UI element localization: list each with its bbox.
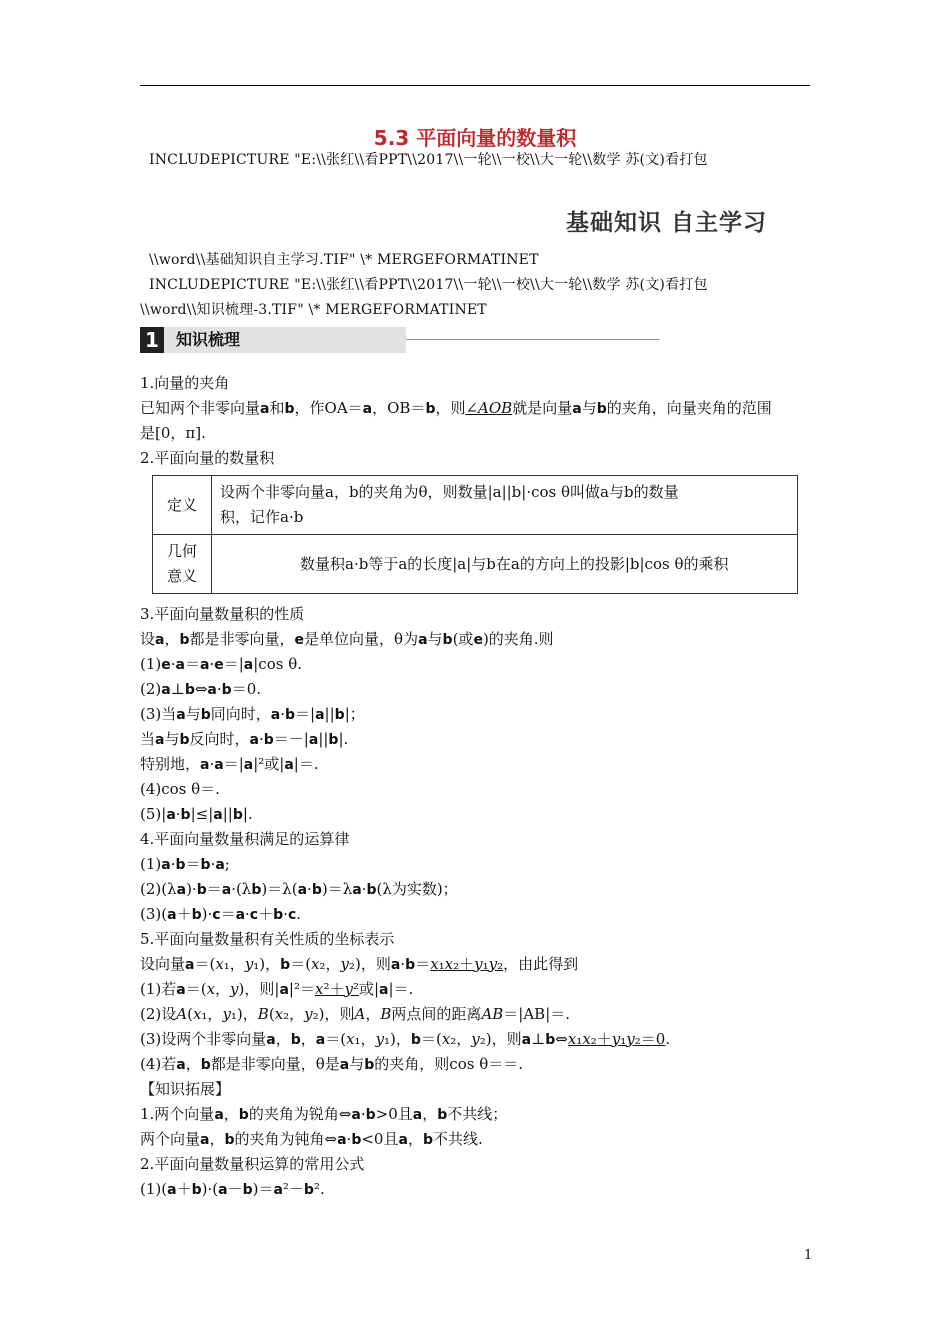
paragraph: (3)当a与b同向时，a·b＝|a||b|；: [140, 705, 365, 723]
cell-text: 设两个非零向量a，b的夹角为θ，则数量|a||b|·cos θ叫做a与b的数量: [220, 483, 679, 501]
paragraph: 当a与b反向时，a·b＝－|a||b|.: [140, 730, 349, 748]
paragraph: 设向量a＝(x₁，y₁)，b＝(x₂，y₂)，则a·b＝x₁x₂＋y₁y₂，由此得到: [140, 955, 579, 973]
table-cell: [212, 476, 798, 535]
section-1: [140, 371, 772, 471]
badge-divider: [406, 339, 660, 340]
paragraph: (1)a·b＝b·a;: [140, 855, 230, 873]
paragraph: 两个向量a，b的夹角为钝角⇔a·b<0且a，b不共线.: [140, 1130, 483, 1148]
paragraph: (3)设两个非零向量a，b，a＝(x₁，y₁)，b＝(x₂，y₂)，则a⊥b⇔x₁x₂＋y₁y₂＝0.: [140, 1030, 671, 1048]
paragraph: (1)e·a＝a·e＝|a|cos θ.: [140, 655, 302, 673]
paragraph: 设a，b都是非零向量，e是单位向量，θ为a与b(或e)的夹角.则: [140, 630, 554, 648]
paragraph: (3)(a＋b)·c＝a·c＋b·c.: [140, 905, 302, 923]
section-2: [140, 602, 670, 1202]
heading-properties: 3.平面向量数量积的性质: [140, 605, 305, 623]
knowledge-badge: [140, 327, 520, 353]
page-title: 5.3 平面向量的数量积: [373, 126, 577, 150]
include-line-4: \\word\\知识梳理-3.TIF" \* MERGEFORMATINET: [140, 302, 487, 318]
section-heading: 基础知识 自主学习: [566, 210, 768, 236]
paragraph: 1.两个向量a，b的夹角为锐角⇔a·b>0且a，b不共线；: [140, 1105, 508, 1123]
cell-text: 积，记作a·b: [220, 508, 304, 526]
table-row: [153, 476, 798, 535]
include-line-2: \\word\\基础知识自主学习.TIF" \* MERGEFORMATINET: [149, 252, 539, 268]
heading-dot-product: 2.平面向量的数量积: [140, 449, 275, 467]
table-row: [153, 535, 798, 594]
definition-table: [152, 475, 798, 594]
badge-label: 知识梳理: [164, 327, 406, 353]
table-cell: 定义: [153, 476, 212, 535]
paragraph: (2)a⊥b⇔a·b＝0.: [140, 680, 261, 698]
page-number: 1: [804, 1248, 813, 1263]
paragraph: (4)若a，b都是非零向量，θ是a与b的夹角，则cos θ＝＝.: [140, 1055, 523, 1073]
paragraph: (1)若a＝(x，y)，则|a|²＝x²＋y²或|a|＝.: [140, 980, 414, 998]
heading-angle: 1.向量的夹角: [140, 374, 230, 392]
cell-text: 意义: [166, 567, 197, 585]
paragraph: 2.平面向量数量积运算的常用公式: [140, 1155, 365, 1173]
header-rule: [140, 85, 810, 86]
paragraph: (2)设A(x₁，y₁)，B(x₂，y₂)，则A，B两点间的距离AB＝|AB|＝.: [140, 1005, 571, 1023]
paragraph: 是[0，π].: [140, 424, 206, 442]
table-cell: 数量积a·b等于a的长度|a|与b在a的方向上的投影|b|cos θ的乘积: [212, 535, 798, 594]
paragraph: (2)(λa)·b＝a·(λb)＝λ(a·b)＝λa·b(λ为实数)；: [140, 880, 458, 898]
heading-extension: 【知识拓展】: [140, 1080, 231, 1098]
paragraph: (1)(a＋b)·(a－b)＝a²－b².: [140, 1180, 325, 1198]
paragraph: 特别地，a·a＝|a|²或|a|＝.: [140, 755, 319, 773]
include-line-1: INCLUDEPICTURE "E:\\张红\\看PPT\\2017\\一轮\\一校\\大一轮\\数学 苏(文)看打包: [149, 152, 708, 168]
include-line-3: INCLUDEPICTURE "E:\\张红\\看PPT\\2017\\一轮\\一校\\大一轮\\数学 苏(文)看打包: [149, 277, 708, 293]
heading-laws: 4.平面向量数量积满足的运算律: [140, 830, 350, 848]
paragraph: (4)cos θ＝.: [140, 780, 220, 798]
table-cell: [153, 535, 212, 594]
paragraph: (5)|a·b|≤|a||b|.: [140, 805, 253, 823]
paragraph: 已知两个非零向量a和b，作OA＝a，OB＝b，则∠AOB就是向量a与b的夹角，向量夹角的范围: [140, 399, 772, 417]
heading-coordinates: 5.平面向量数量积有关性质的坐标表示: [140, 930, 395, 948]
cell-text: 几何: [166, 542, 197, 560]
badge-number: 1: [140, 327, 164, 353]
